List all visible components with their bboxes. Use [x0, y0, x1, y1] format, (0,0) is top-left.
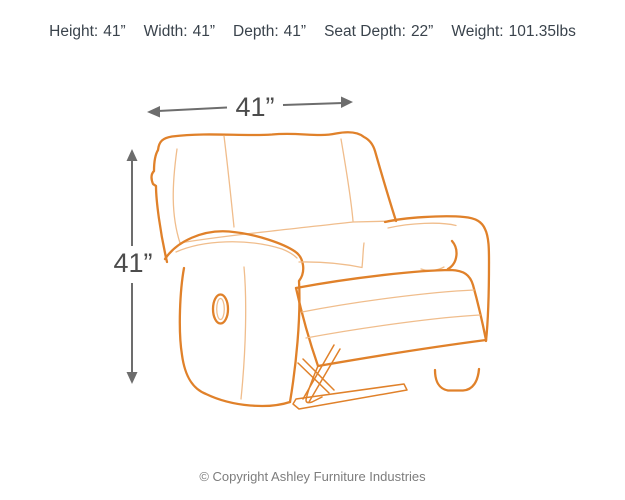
spec-depth-value: 41” — [283, 23, 307, 40]
right-armrest-pad-seam — [388, 223, 456, 228]
right-armrest-front-curl — [448, 241, 457, 269]
spec-depth-label: Depth: — [233, 23, 279, 40]
legrest-seam-1 — [302, 290, 474, 312]
recliner-handle-inner — [217, 299, 225, 320]
right-armrest-outline — [385, 216, 489, 341]
spec-weight-label: Weight: — [451, 23, 504, 40]
width-dimension-label: 41” — [235, 92, 275, 122]
height-dimension-label: 41” — [113, 248, 153, 278]
left-armrest-front-panel — [180, 268, 290, 406]
spec-seat-depth-label: Seat Depth: — [324, 23, 406, 40]
back-cushion-right-seam — [341, 139, 353, 221]
front-foot — [435, 369, 479, 391]
seat-front-seam — [299, 243, 364, 268]
copyright-text: © Copyright Ashley Furniture Industries — [199, 469, 426, 484]
width-dimension-arrow — [147, 92, 353, 122]
spec-height-label: Height: — [49, 23, 99, 40]
height-dimension-arrow — [113, 149, 152, 384]
arrow-left-icon — [147, 106, 160, 118]
spec-seat-depth-value: 22” — [410, 23, 434, 40]
legrest-top-edge — [296, 270, 486, 340]
legrest-bottom-edge — [318, 340, 486, 366]
arrow-right-icon — [341, 97, 353, 109]
left-armrest-panel-seam — [241, 267, 246, 399]
back-cushion-left-seam — [173, 149, 180, 243]
spec-weight-value: 101.35lbs — [508, 23, 576, 40]
recliner-drawing — [152, 132, 489, 409]
legrest-seam-2 — [306, 315, 480, 338]
spec-width-label: Width: — [143, 23, 188, 40]
arrow-down-icon — [127, 372, 138, 384]
left-armrest-outline — [165, 231, 303, 402]
back-cushion-center-seam — [224, 136, 234, 227]
spec-height-value: 41” — [103, 23, 126, 40]
arrow-up-icon — [127, 149, 138, 161]
spec-width-value: 41” — [192, 23, 215, 40]
